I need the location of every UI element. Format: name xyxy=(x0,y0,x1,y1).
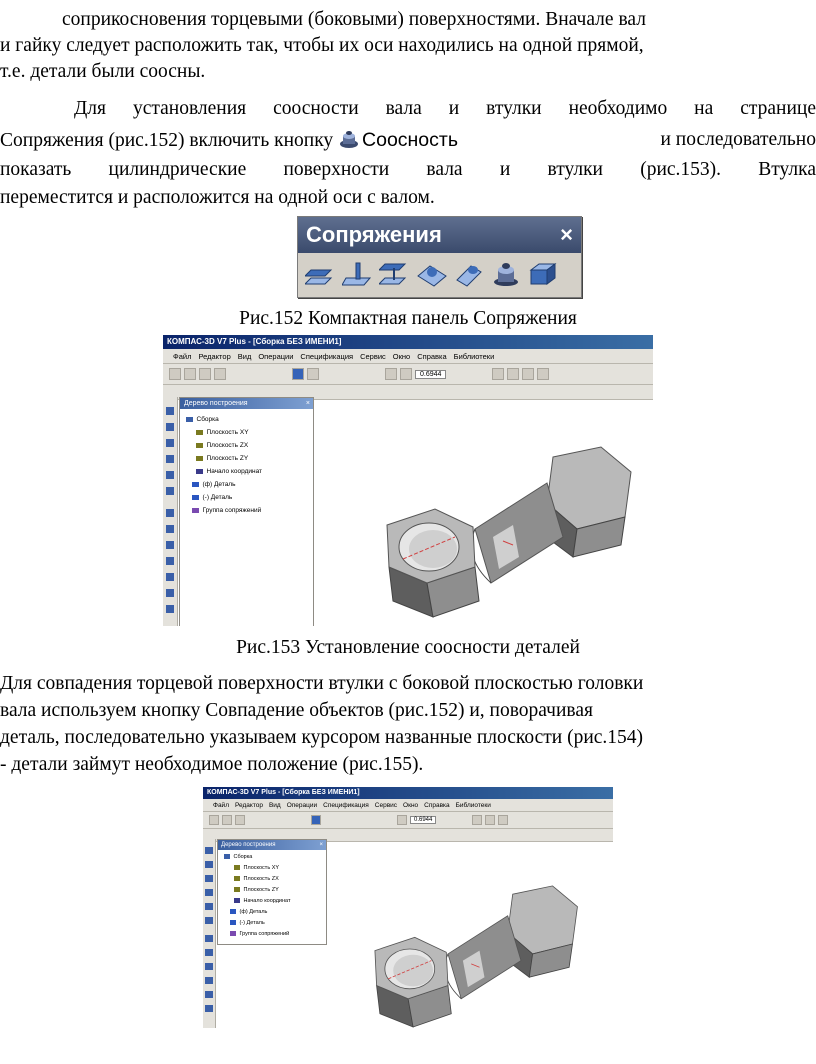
tree-node[interactable] xyxy=(234,898,291,904)
perpendicular-icon[interactable] xyxy=(341,259,375,289)
tool-strip-icons[interactable] xyxy=(163,397,177,626)
tool-icon[interactable] xyxy=(292,368,304,380)
tree-node[interactable] xyxy=(234,865,279,871)
tree-node-icon xyxy=(224,854,230,859)
word: и xyxy=(499,159,511,180)
tree-node-label: Начало координат xyxy=(243,898,291,904)
panel-title: Сопряжения xyxy=(306,222,442,247)
tree-node[interactable] xyxy=(196,468,262,475)
new-icon[interactable] xyxy=(169,368,181,380)
print-icon[interactable] xyxy=(214,368,226,380)
tree-node-icon xyxy=(192,482,199,488)
view-icon[interactable] xyxy=(522,368,534,380)
tree-node-label: Плоскость XY xyxy=(243,865,280,871)
toolbar xyxy=(203,812,613,829)
word: поверхности xyxy=(283,159,390,180)
menu-item[interactable]: Сервис xyxy=(360,351,386,361)
tree-node-icon xyxy=(196,430,203,436)
word: цилиндрические xyxy=(108,159,247,180)
left-toolbar xyxy=(163,397,178,626)
tree-title: Дерево построения xyxy=(184,400,248,407)
left-toolbar xyxy=(203,839,216,1028)
tree-node-label: Плоскость ZX xyxy=(243,876,279,882)
tree-node[interactable] xyxy=(186,416,219,423)
tree-node-icon xyxy=(192,495,199,501)
angle-icon[interactable] xyxy=(378,259,412,289)
tree-header xyxy=(180,398,313,409)
tool-icon[interactable] xyxy=(311,815,321,825)
tool-icon[interactable] xyxy=(307,368,319,380)
tree-node-label: (-) Деталь xyxy=(239,920,265,926)
menu-item[interactable]: Редактор xyxy=(234,801,263,809)
zoom-in-icon[interactable] xyxy=(385,368,397,380)
save-icon[interactable] xyxy=(235,815,245,825)
distance-icon[interactable] xyxy=(526,259,560,289)
menu-item[interactable]: Библиотеки xyxy=(453,351,495,361)
tree-node[interactable] xyxy=(196,429,249,436)
tree-node-label: (ф) Деталь xyxy=(202,481,236,488)
tree-node[interactable] xyxy=(192,481,235,488)
word: необходимо xyxy=(568,98,668,119)
zoom-field[interactable]: 0.6944 xyxy=(415,370,446,379)
menu-item[interactable]: Сервис xyxy=(374,801,398,809)
tool-strip-icons[interactable] xyxy=(203,839,215,1028)
menu-item[interactable]: Окно xyxy=(392,351,411,361)
coaxial-icon xyxy=(338,129,360,149)
toolbar xyxy=(163,364,653,385)
text-segment: Сопряжения (рис.152) включить кнопку xyxy=(0,130,334,151)
tree-node-label: Плоскость XY xyxy=(206,429,249,436)
zoom-field[interactable]: 0.6944 xyxy=(410,816,436,824)
text-line xyxy=(74,97,816,121)
text-line: и гайку следует расположить так, чтобы их оси находились на одной прямой, xyxy=(0,35,644,56)
tree-node-label: Начало координат xyxy=(206,468,263,475)
kompas-screenshot xyxy=(203,787,613,1028)
menu-item[interactable]: Файл xyxy=(213,801,229,809)
tree-node-label: Сборка xyxy=(233,854,253,860)
menu-bar xyxy=(163,349,653,364)
menu-item[interactable]: Справка xyxy=(424,801,450,809)
nut-bore-inner xyxy=(393,955,433,987)
view-icon[interactable] xyxy=(472,815,482,825)
tree-node-icon xyxy=(230,920,236,925)
menu-item[interactable]: Вид xyxy=(268,801,281,809)
panel-title-bar xyxy=(298,217,581,253)
menu-bar xyxy=(203,799,613,812)
text-line: - детали займут необходимое положение (рис.155). xyxy=(0,754,424,775)
tree-node-icon xyxy=(234,898,240,903)
word: и xyxy=(448,98,460,119)
menu-item[interactable]: Файл xyxy=(173,351,192,361)
menu-item[interactable]: Операции xyxy=(286,801,318,809)
menu-item[interactable]: Справка xyxy=(417,351,447,361)
tangent-icon[interactable] xyxy=(415,259,449,289)
word: странице xyxy=(740,98,816,119)
word: втулки xyxy=(486,98,542,119)
mates-panel xyxy=(297,216,582,298)
zoom-out-icon[interactable] xyxy=(400,368,412,380)
new-icon[interactable] xyxy=(209,815,219,825)
tree-node-icon xyxy=(234,865,240,870)
open-icon[interactable] xyxy=(222,815,232,825)
close-icon[interactable]: × xyxy=(319,842,323,848)
view-icon[interactable] xyxy=(537,368,549,380)
word: установления xyxy=(132,98,247,119)
figure-caption: Рис.152 Компактная панель Сопряжения xyxy=(239,308,577,329)
text-line: вала используем кнопку Совпадение объектов (рис.152) и, поворачивая xyxy=(0,700,593,721)
window-title: КОМПАС-3D V7 Plus - [Сборка БЕЗ ИМЕНИ1] xyxy=(203,787,613,799)
tree-node-icon xyxy=(186,417,193,423)
tree-node-label: Плоскость ZY xyxy=(243,887,279,893)
tree-node-label: (ф) Деталь xyxy=(239,909,268,915)
close-icon[interactable]: × xyxy=(560,222,573,247)
menu-item[interactable]: Окно xyxy=(403,801,419,809)
tree-title: Дерево построения xyxy=(221,842,276,848)
figure-caption: Рис.153 Установление соосности деталей xyxy=(236,637,580,658)
tree-node-icon xyxy=(196,469,203,475)
text-line: Для совпадения торцевой поверхности втулки с боковой плоскостью головки xyxy=(0,673,644,694)
text-line xyxy=(0,158,816,182)
menu-item[interactable]: Спецификация xyxy=(323,801,369,809)
tree-node-label: Плоскость ZX xyxy=(206,442,249,449)
tree-node-icon xyxy=(230,909,236,914)
3d-viewport[interactable] xyxy=(327,839,613,1028)
assembly-model xyxy=(375,886,578,1027)
tree-node-label: Сборка xyxy=(196,416,219,423)
save-icon[interactable] xyxy=(199,368,211,380)
text-segment: Соосность xyxy=(362,129,458,151)
close-icon[interactable]: × xyxy=(305,400,310,407)
tree-node-icon xyxy=(196,443,203,449)
tree-node[interactable] xyxy=(192,507,261,514)
tree-node-icon xyxy=(234,876,240,881)
tree-node[interactable] xyxy=(224,854,252,860)
tree-node-label: Плоскость ZY xyxy=(206,455,249,462)
menu-item[interactable]: Спецификация xyxy=(300,351,354,361)
tree-node[interactable] xyxy=(230,931,289,937)
assembly-model xyxy=(387,447,631,617)
view-icon[interactable] xyxy=(485,815,495,825)
text-line: соприкосновения торцевыми (боковыми) поверхностями. Вначале вал xyxy=(62,9,646,30)
view-icon[interactable] xyxy=(507,368,519,380)
word: соосности xyxy=(273,98,359,119)
tree-node[interactable] xyxy=(230,909,267,915)
text-line: переместится и расположится на одной оси с валом. xyxy=(0,187,435,208)
build-tree xyxy=(217,839,327,945)
word: вала xyxy=(426,159,463,180)
tree-node-icon xyxy=(230,931,236,936)
menu-item[interactable]: Редактор xyxy=(198,351,231,361)
3d-viewport[interactable] xyxy=(313,397,653,626)
tree-node[interactable] xyxy=(234,876,279,882)
word: вала xyxy=(385,98,422,119)
parallel-icon[interactable] xyxy=(304,259,338,289)
word: втулки xyxy=(547,159,603,180)
view-icon[interactable] xyxy=(498,815,508,825)
tree-node-icon xyxy=(196,456,203,462)
tree-node[interactable] xyxy=(196,455,248,462)
tree-node-label: (-) Деталь xyxy=(202,494,233,501)
text-line: деталь, последовательно указываем курсором названные плоскости (рис.154) xyxy=(0,727,644,748)
text-line xyxy=(0,128,816,153)
tree-node[interactable] xyxy=(192,494,232,501)
window-title: КОМПАС-3D V7 Plus - [Сборка БЕЗ ИМЕНИ1] xyxy=(163,335,653,349)
tree-header xyxy=(218,840,326,850)
coincidence-icon[interactable] xyxy=(489,259,523,289)
menu-item[interactable]: Библиотеки xyxy=(455,801,491,809)
tree-node[interactable] xyxy=(234,887,279,893)
open-icon[interactable] xyxy=(184,368,196,380)
zoom-in-icon[interactable] xyxy=(397,815,407,825)
text-line: т.е. детали были соосны. xyxy=(0,61,206,82)
word: (рис.153). xyxy=(640,159,722,180)
tree-node-label: Группа сопряжений xyxy=(239,931,290,937)
word: на xyxy=(694,98,714,119)
build-tree xyxy=(179,397,314,626)
shaft-body xyxy=(475,483,563,583)
tree-node-label: Группа сопряжений xyxy=(202,507,262,514)
tree-node[interactable] xyxy=(196,442,248,449)
kompas-screenshot xyxy=(163,335,653,626)
tree-node[interactable] xyxy=(230,920,265,926)
word: Для xyxy=(74,98,107,119)
nut-bore-inner xyxy=(409,530,457,568)
tree-node-icon xyxy=(192,508,199,514)
text-segment: и последовательно xyxy=(660,129,816,150)
word: Втулка xyxy=(758,159,816,180)
text-segment xyxy=(0,128,458,153)
view-icon[interactable] xyxy=(492,368,504,380)
shaft-body xyxy=(448,916,521,999)
menu-item[interactable]: Операции xyxy=(258,351,294,361)
tree-node-icon xyxy=(234,887,240,892)
coaxial-icon[interactable] xyxy=(452,259,486,289)
word: показать xyxy=(0,159,72,180)
panel-toolbar xyxy=(298,253,581,295)
menu-item[interactable]: Вид xyxy=(237,351,252,361)
